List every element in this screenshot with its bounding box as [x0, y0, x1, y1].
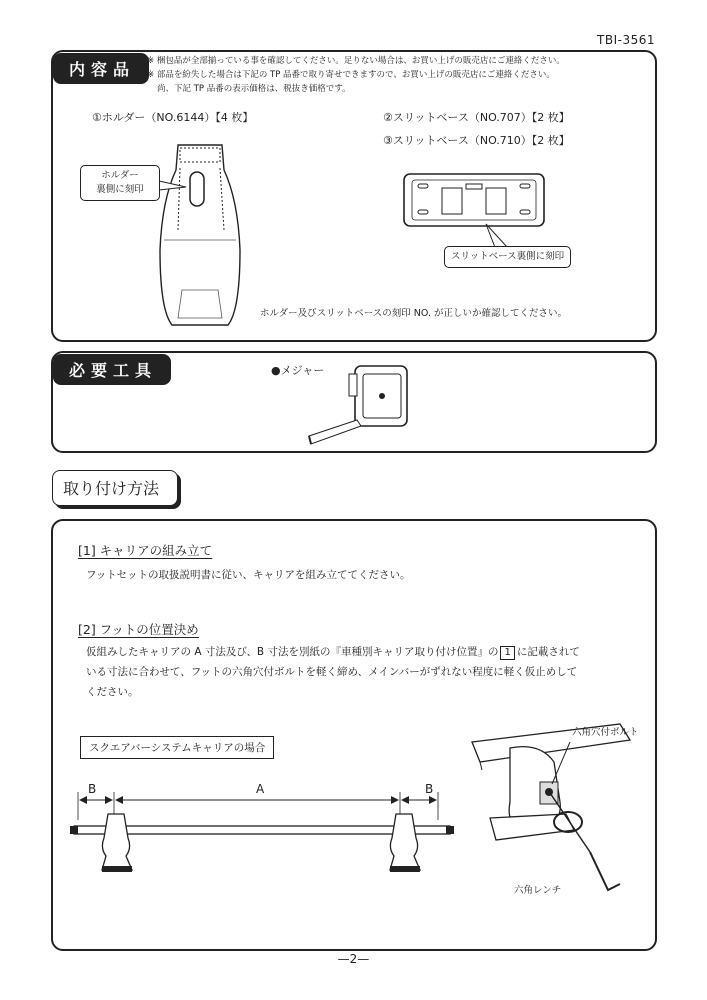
note-line: ※ 部品を紛失した場合は下記の TP 品番で取り寄せできますので、お買い上げの販売店にご連絡ください。 — [147, 70, 555, 80]
step1-body: フットセットの取扱説明書に従い、キャリアを組み立ててください。 — [86, 569, 411, 581]
step2-text-b: に記載されて — [516, 646, 580, 658]
holder-callout-line: 裏側に刻印 — [96, 184, 144, 195]
dimension-a: A — [256, 782, 265, 796]
item-holder: ①ホルダー（NO.6144）【4 枚】 — [92, 111, 254, 124]
note-line: 尚、下記 TP 品番の表示価格は、税抜き価格です。 — [157, 84, 351, 94]
note-line: ※ 梱包品が全部揃っている事を確認してください。足りない場合は、お買い上げの販売店にご連絡ください。 — [147, 56, 565, 66]
item-slit-base-710: ③スリットベース（NO.710）【2 枚】 — [383, 134, 570, 147]
step2-text-a: 仮組みしたキャリアの A 寸法及び、B 寸法を別紙の『車種別キャリア取り付け位置』の — [86, 646, 499, 658]
case-label: スクエアバーシステムキャリアの場合 — [80, 736, 274, 759]
tool-tape-measure: ●メジャー — [271, 364, 325, 377]
engraving-confirm-note: ホルダー及びスリットベースの刻印 NO. が正しいか確認してください。 — [260, 308, 568, 319]
tools-tab: 必要工具 — [53, 354, 171, 385]
contents-notes — [147, 54, 647, 96]
hex-wrench-label: 六角レンチ — [514, 885, 562, 896]
tape-measure-illustration — [305, 360, 415, 450]
step2-line: ください。 — [86, 686, 139, 698]
method-title: 取り付け方法 — [52, 470, 178, 506]
carrier-dimension-diagram — [66, 790, 466, 890]
step2-body — [86, 642, 656, 702]
holder-callout-line: ホルダー — [101, 170, 139, 181]
step1-title: [1] キャリアの組み立て — [78, 543, 213, 558]
slit-base-illustration — [402, 172, 548, 232]
contents-tab: 内容品 — [53, 53, 149, 84]
hex-bolt-label: 六角穴付ボルト — [572, 727, 639, 738]
holder-illustration — [150, 140, 250, 330]
dimension-b-left: B — [88, 782, 97, 796]
page-number: —2— — [337, 952, 370, 966]
step2-line: いる寸法に合わせて、フットの六角穴付ボルトを軽く締め、メインバーがずれない程度に軽く仮止めして — [86, 666, 578, 678]
dimension-b-right: B — [425, 782, 434, 796]
holder-callout — [80, 165, 160, 201]
step2-line — [86, 642, 656, 662]
item-slit-base-707: ②スリットベース（NO.707）【2 枚】 — [383, 111, 570, 124]
document-id: TBI-3561 — [597, 33, 655, 47]
base-callout: スリットベース裏側に刻印 — [444, 246, 571, 268]
step2-ref-number: 1 — [500, 646, 514, 660]
step2-title: [2] フットの位置決め — [78, 622, 199, 637]
